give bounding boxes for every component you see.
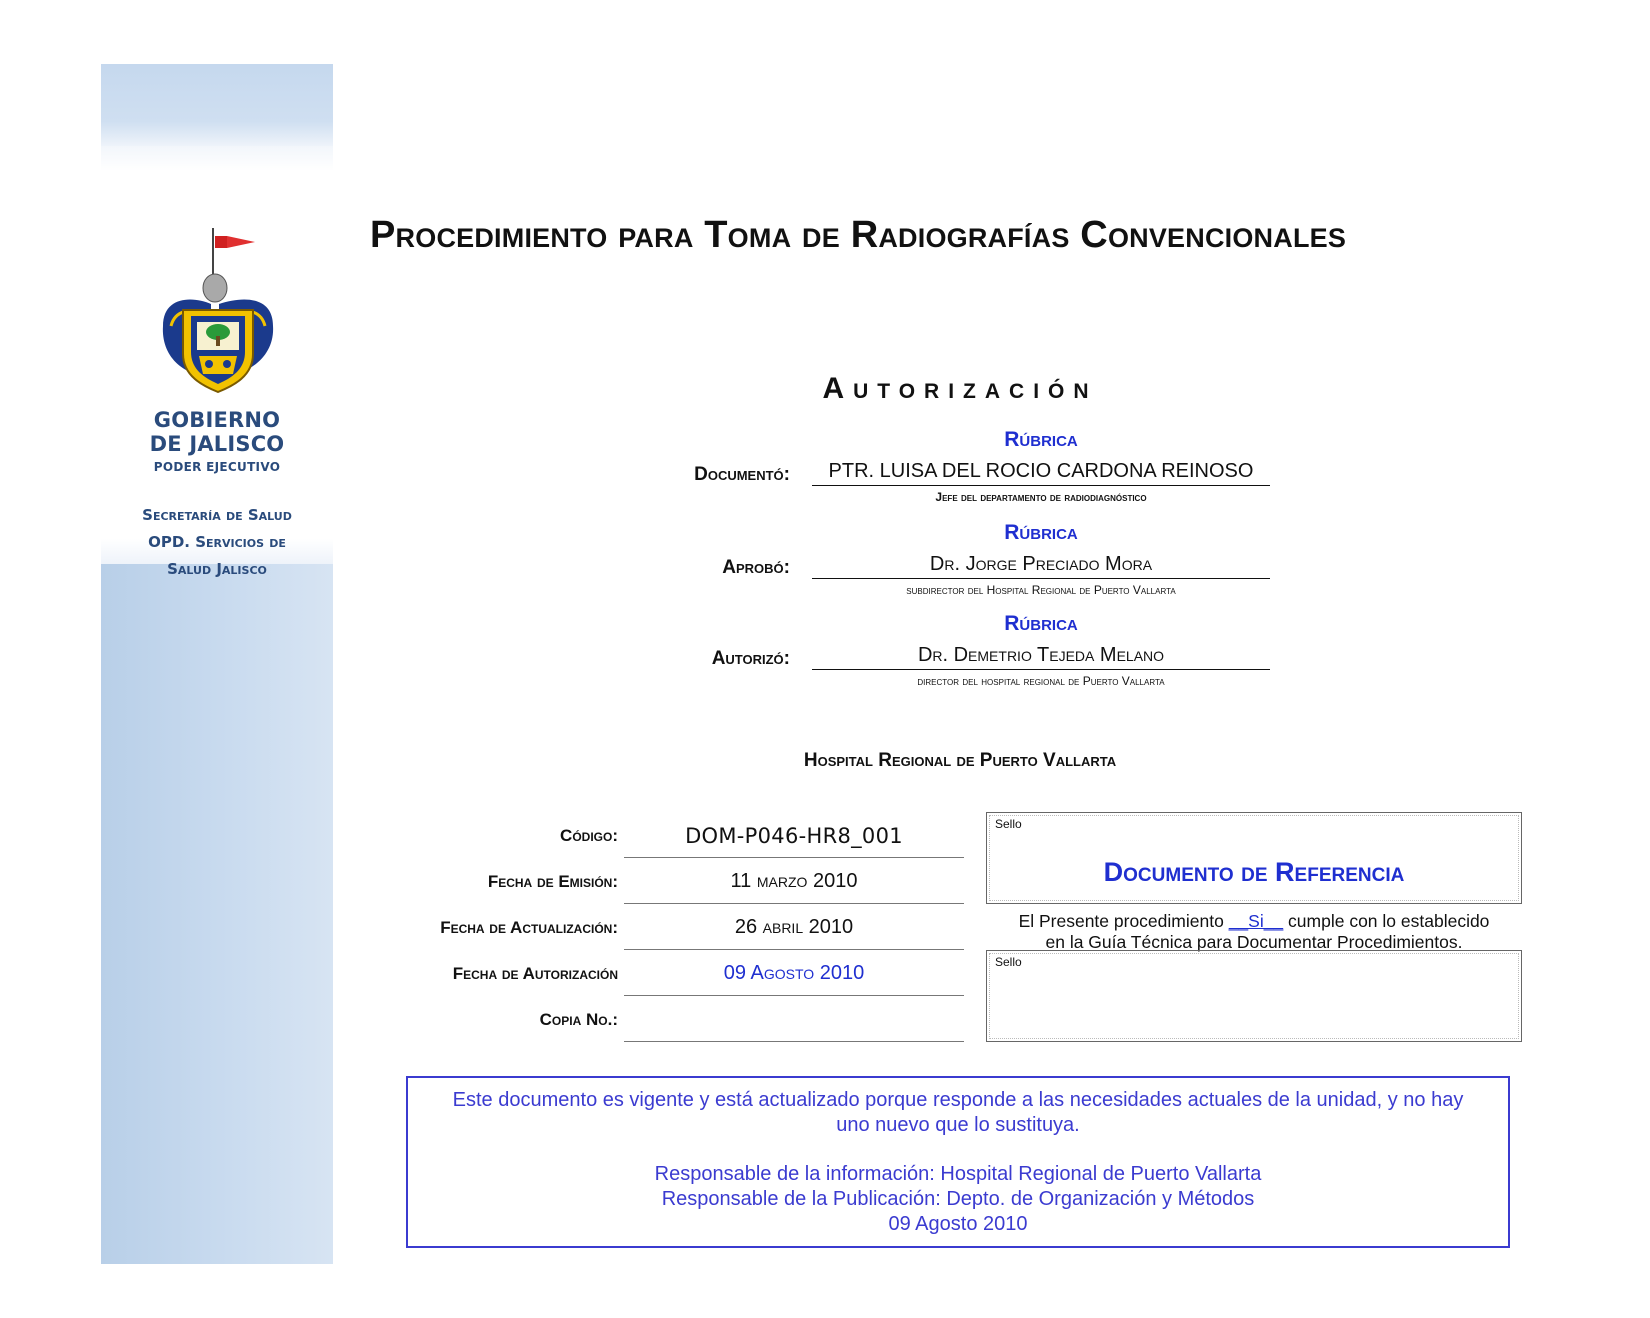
page-title: Procedimiento para Toma de Radiografías Convencionales xyxy=(370,214,1347,256)
signature-block-aprobo xyxy=(600,521,1280,601)
signature-block-autorizo xyxy=(600,612,1280,692)
sidebar-top-band xyxy=(101,64,333,146)
update-date-value xyxy=(624,906,964,950)
signer-position: subdirector del Hospital Regional de Puerto Vallarta xyxy=(906,583,1176,597)
signature-role-label: Documentó: xyxy=(694,464,790,485)
compliance-si: __Si__ xyxy=(1228,911,1284,931)
update-month: abril xyxy=(762,916,804,938)
gov-name-line1: GOBIERNO xyxy=(153,408,281,432)
signer-name: PTR. LUISA DEL ROCIO CARDONA REINOSO xyxy=(812,460,1270,486)
signature-block-documento xyxy=(600,428,1280,508)
rubrica-label: Rúbrica xyxy=(1004,612,1078,635)
compliance-text-post: cumple con lo establecido xyxy=(1283,911,1490,931)
department-line2: OPD. Servicios de xyxy=(148,533,286,551)
signature-role-label: Autorizó: xyxy=(711,648,790,669)
emission-date-value xyxy=(624,860,964,904)
seal-label: Sello xyxy=(995,817,1022,831)
department-line3: Salud Jalisco xyxy=(167,560,267,578)
signature-role-label: Aprobó: xyxy=(722,557,790,578)
authorization-heading: Autorización xyxy=(822,372,1098,405)
seal-label: Sello xyxy=(995,955,1022,969)
seal-box-top xyxy=(986,812,1522,904)
emission-year: 2010 xyxy=(812,870,858,892)
notice-validity-text: Este documento es vigente y está actualizado porque responde a las necesidades actuales de la unidad, y no hay uno nuevo que lo sustituya. xyxy=(452,1089,1464,1136)
notice-info-responsible: Responsable de la información: Hospital Regional de Puerto Vallarta xyxy=(654,1163,1262,1185)
compliance-text-pre: El Presente procedimiento xyxy=(1018,911,1229,931)
rubrica-label: Rúbrica xyxy=(1004,521,1078,544)
gov-name-line3: PODER EJECUTIVO xyxy=(153,460,281,474)
copy-number-value xyxy=(624,998,964,1042)
seal-box-bottom xyxy=(986,950,1522,1042)
emission-date-label: Fecha de Emisión: xyxy=(487,872,618,891)
code-label: Código: xyxy=(560,826,618,845)
update-day: 26 xyxy=(734,916,758,938)
notice-publication-responsible: Responsable de la Publicación: Depto. de Organización y Métodos xyxy=(661,1188,1255,1210)
signer-name: Dr. Jorge Preciado Mora xyxy=(812,553,1270,579)
signer-position: director del hospital regional de Puerto Vallarta xyxy=(917,674,1165,688)
validity-notice xyxy=(406,1076,1510,1248)
authorization-date-value: 09 Agosto 2010 xyxy=(624,952,964,996)
reference-document-stamp: Documento de Referencia xyxy=(1103,857,1405,887)
notice-date: 09 Agosto 2010 xyxy=(888,1213,1028,1235)
signer-name: Dr. Demetrio Tejeda Melano xyxy=(812,644,1270,670)
sidebar-panel xyxy=(101,64,333,1264)
authorization-date-label: Fecha de Autorización xyxy=(452,964,618,983)
department-line1: Secretaría de Salud xyxy=(142,506,292,524)
copy-number-label: Copia No.: xyxy=(539,1010,618,1029)
rubrica-label: Rúbrica xyxy=(1004,428,1078,451)
gov-name-line2: DE JALISCO xyxy=(149,432,285,456)
jalisco-crest-icon xyxy=(153,226,283,402)
code-value: DOM-P046-HR8_001 xyxy=(624,814,964,858)
update-year: 2010 xyxy=(808,916,854,938)
emission-month: marzo xyxy=(756,870,808,892)
update-date-label: Fecha de Actualización: xyxy=(440,918,618,937)
signer-position: Jefe del departamento de radiodiagnóstico xyxy=(935,490,1147,504)
emission-day: 11 xyxy=(730,870,752,892)
sidebar-logo-area xyxy=(101,146,333,578)
compliance-text-line2: en la Guía Técnica para Documentar Procedimientos. xyxy=(1045,932,1463,952)
compliance-statement xyxy=(986,911,1522,953)
hospital-name: Hospital Regional de Puerto Vallarta xyxy=(803,750,1117,771)
